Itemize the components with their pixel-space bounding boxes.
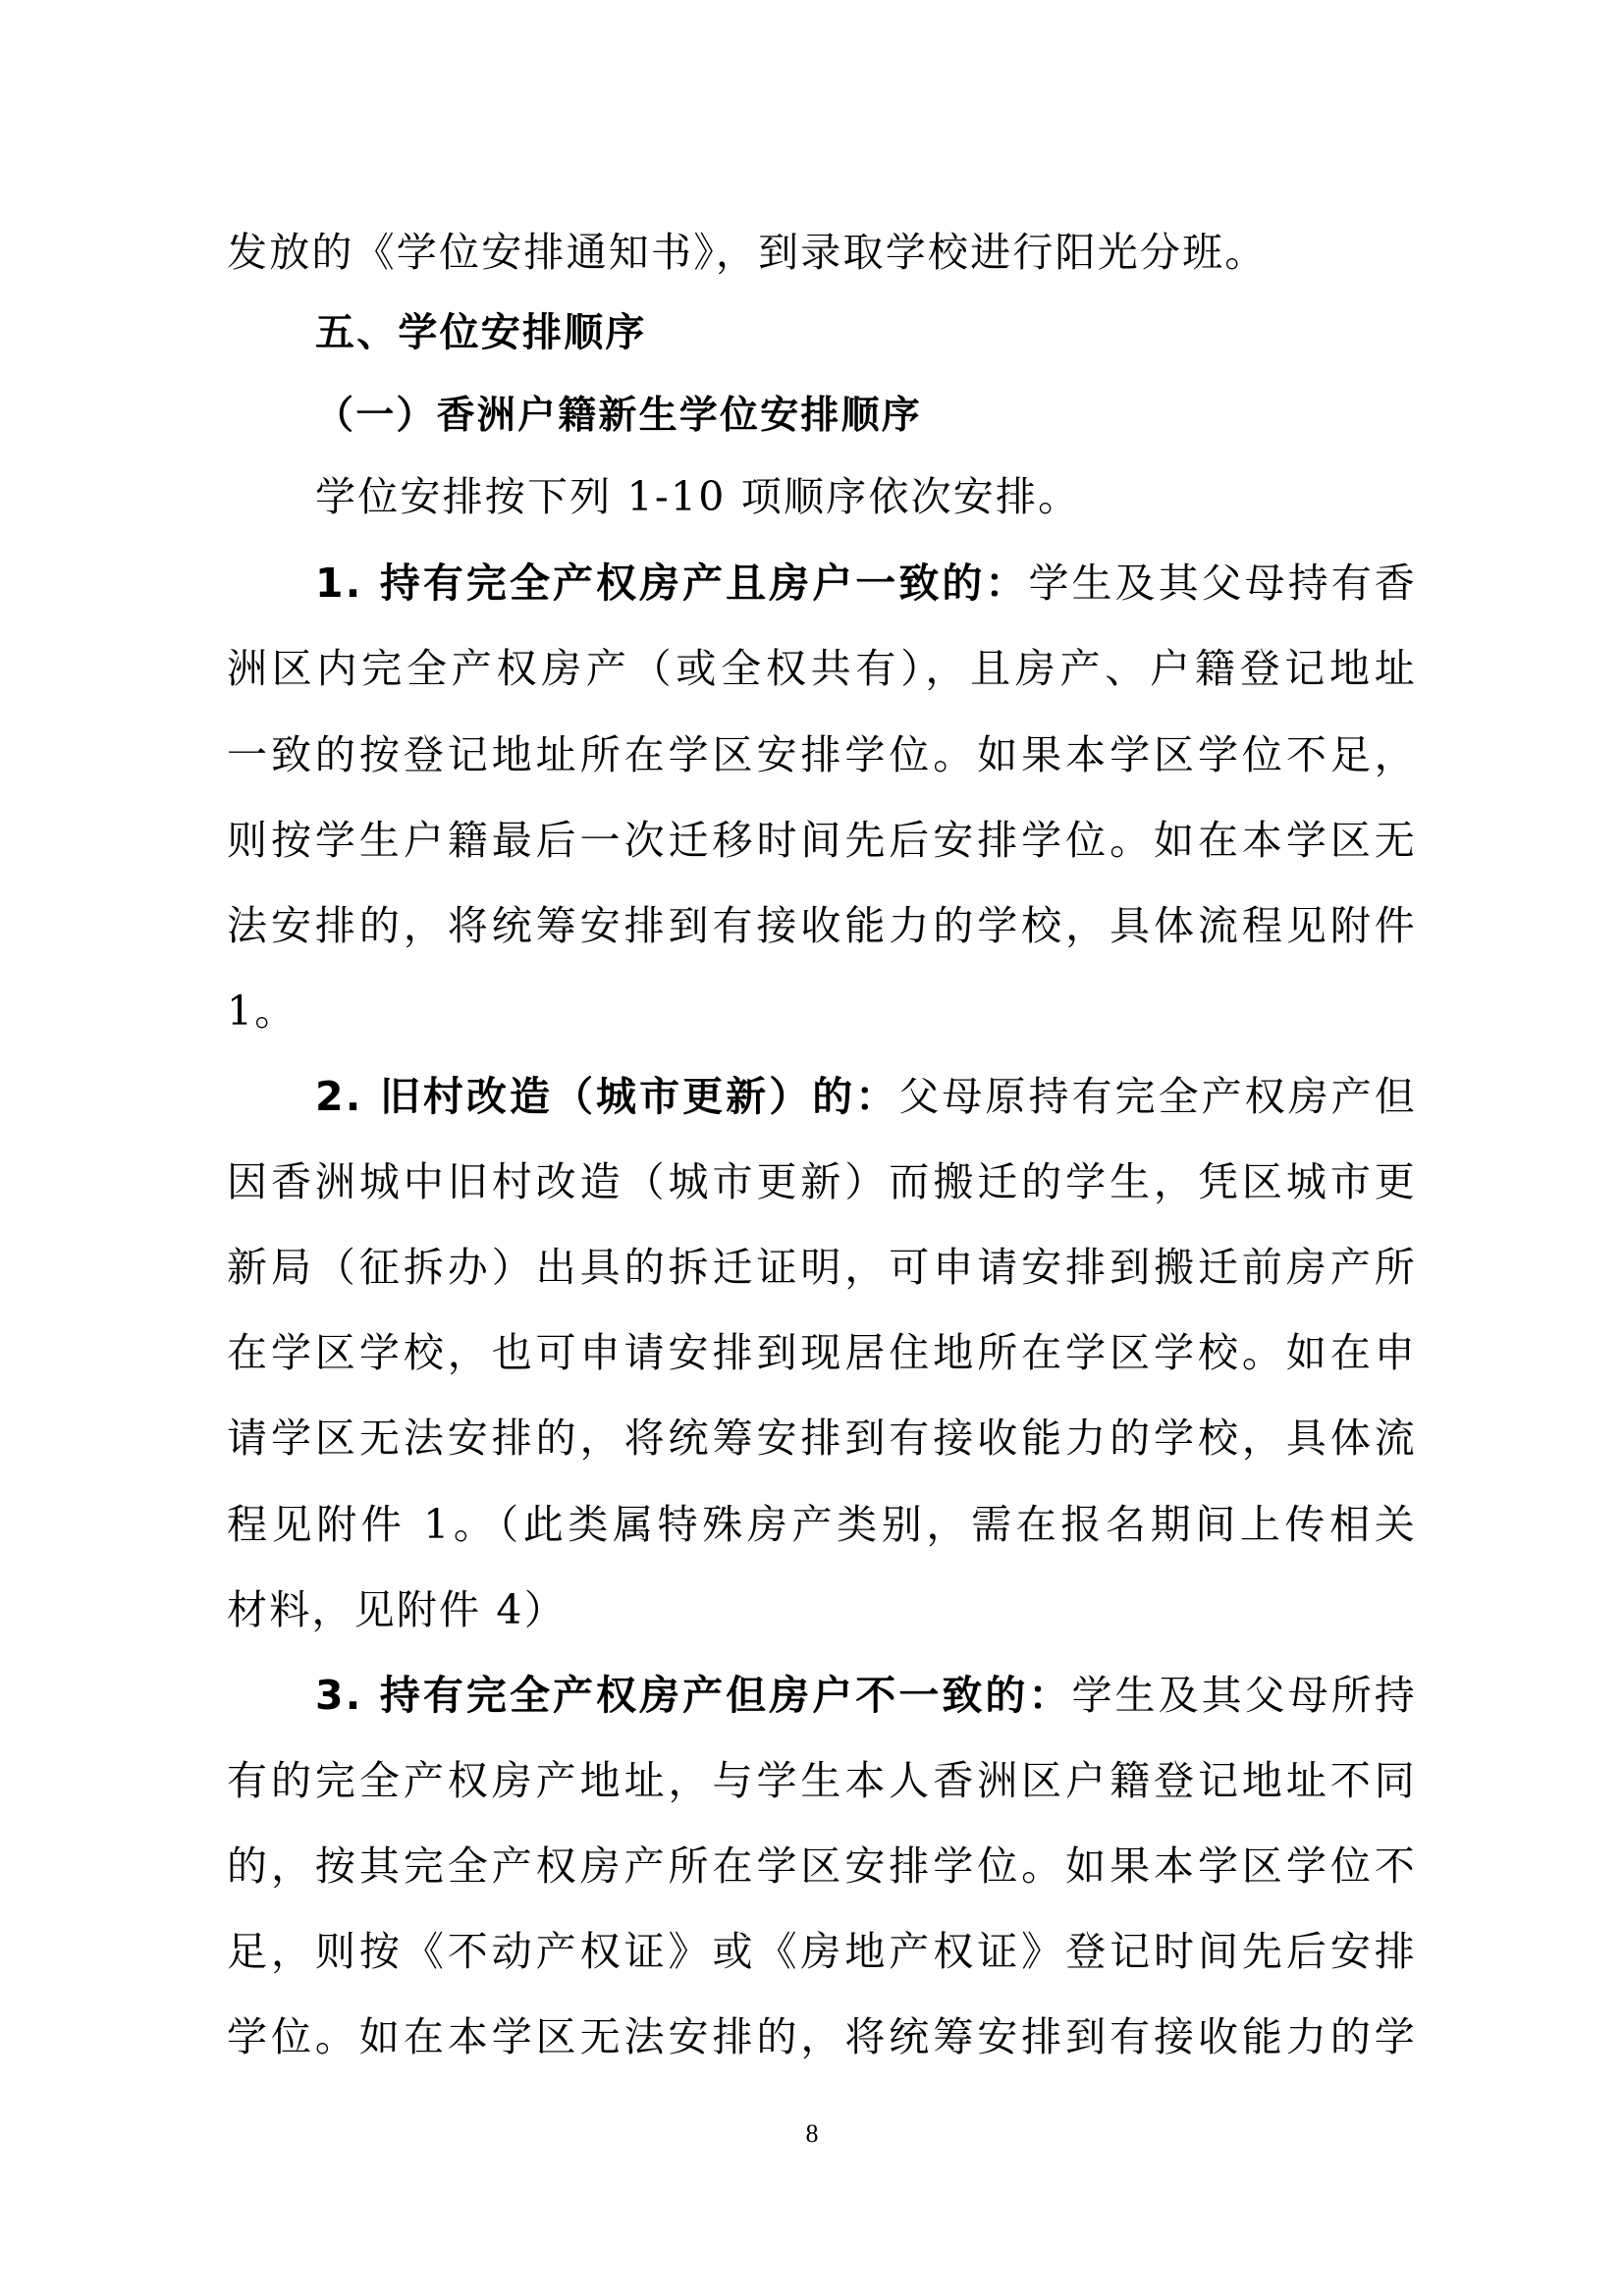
item-2-line: 程见附件 1。（此类属特殊房产类别，需在报名期间上传相关 — [227, 1501, 1417, 1548]
item-2-lead: 2. 旧村改造（城市更新）的： — [315, 1073, 899, 1120]
item-3-first-line — [315, 1667, 1417, 1724]
item-1-line: 一致的按登记地址所在学区安排学位。如果本学区学位不足， — [227, 731, 1417, 778]
paragraph-continuation-line: 发放的《学位安排通知书》，到录取学校进行阳光分班。 — [227, 229, 1268, 276]
item-2-line: 新局（征拆办）出具的拆迁证明，可申请安排到搬迁前房产所 — [227, 1244, 1417, 1291]
section-heading: 五、学位安排顺序 — [315, 310, 647, 355]
item-3-line: 的，按其完全产权房产所在学区安排学位。如果本学区学位不 — [227, 1842, 1417, 1890]
item-2-last-line: 材料，见附件 4） — [227, 1586, 567, 1633]
page-number: 8 — [805, 2119, 819, 2148]
item-3-lead: 3. 持有完全产权房产但房户不一致的： — [315, 1672, 1072, 1719]
subsection-heading: （一）香洲户籍新生学位安排顺序 — [315, 394, 923, 438]
item-2-text: 父母原持有完全产权房产但 — [898, 1073, 1417, 1120]
intro-sentence: 学位安排按下列 1-10 项顺序依次安排。 — [315, 473, 1081, 520]
item-1-text: 学生及其父母持有香 — [1028, 560, 1417, 607]
item-2-line: 在学区学校，也可申请安排到现居住地所在学区学校。如在申 — [227, 1329, 1417, 1376]
item-3-line: 学位。如在本学区无法安排的，将统筹安排到有接收能力的学 — [227, 2013, 1417, 2060]
item-1-line: 洲区内完全产权房产（或全权共有），且房产、户籍登记地址 — [227, 645, 1417, 692]
item-2-line: 请学区无法安排的，将统筹安排到有接收能力的学校，具体流 — [227, 1415, 1417, 1462]
item-1-first-line — [315, 555, 1417, 612]
item-1-line: 则按学生户籍最后一次迁移时间先后安排学位。如在本学区无 — [227, 817, 1417, 864]
item-3-line: 有的完全产权房产地址，与学生本人香洲区户籍登记地址不同 — [227, 1757, 1417, 1804]
item-2-line: 因香洲城中旧村改造（城市更新）而搬迁的学生，凭区城市更 — [227, 1158, 1417, 1205]
item-1-last-line: 1。 — [227, 988, 298, 1035]
item-1-lead: 1. 持有完全产权房产且房户一致的： — [315, 560, 1029, 607]
item-1-line: 法安排的，将统筹安排到有接收能力的学校，具体流程见附件 — [227, 902, 1417, 949]
item-3-text: 学生及其父母所持 — [1071, 1672, 1417, 1719]
item-2-first-line — [315, 1068, 1417, 1125]
item-3-line: 足，则按《不动产权证》或《房地产权证》登记时间先后安排 — [227, 1928, 1417, 1975]
